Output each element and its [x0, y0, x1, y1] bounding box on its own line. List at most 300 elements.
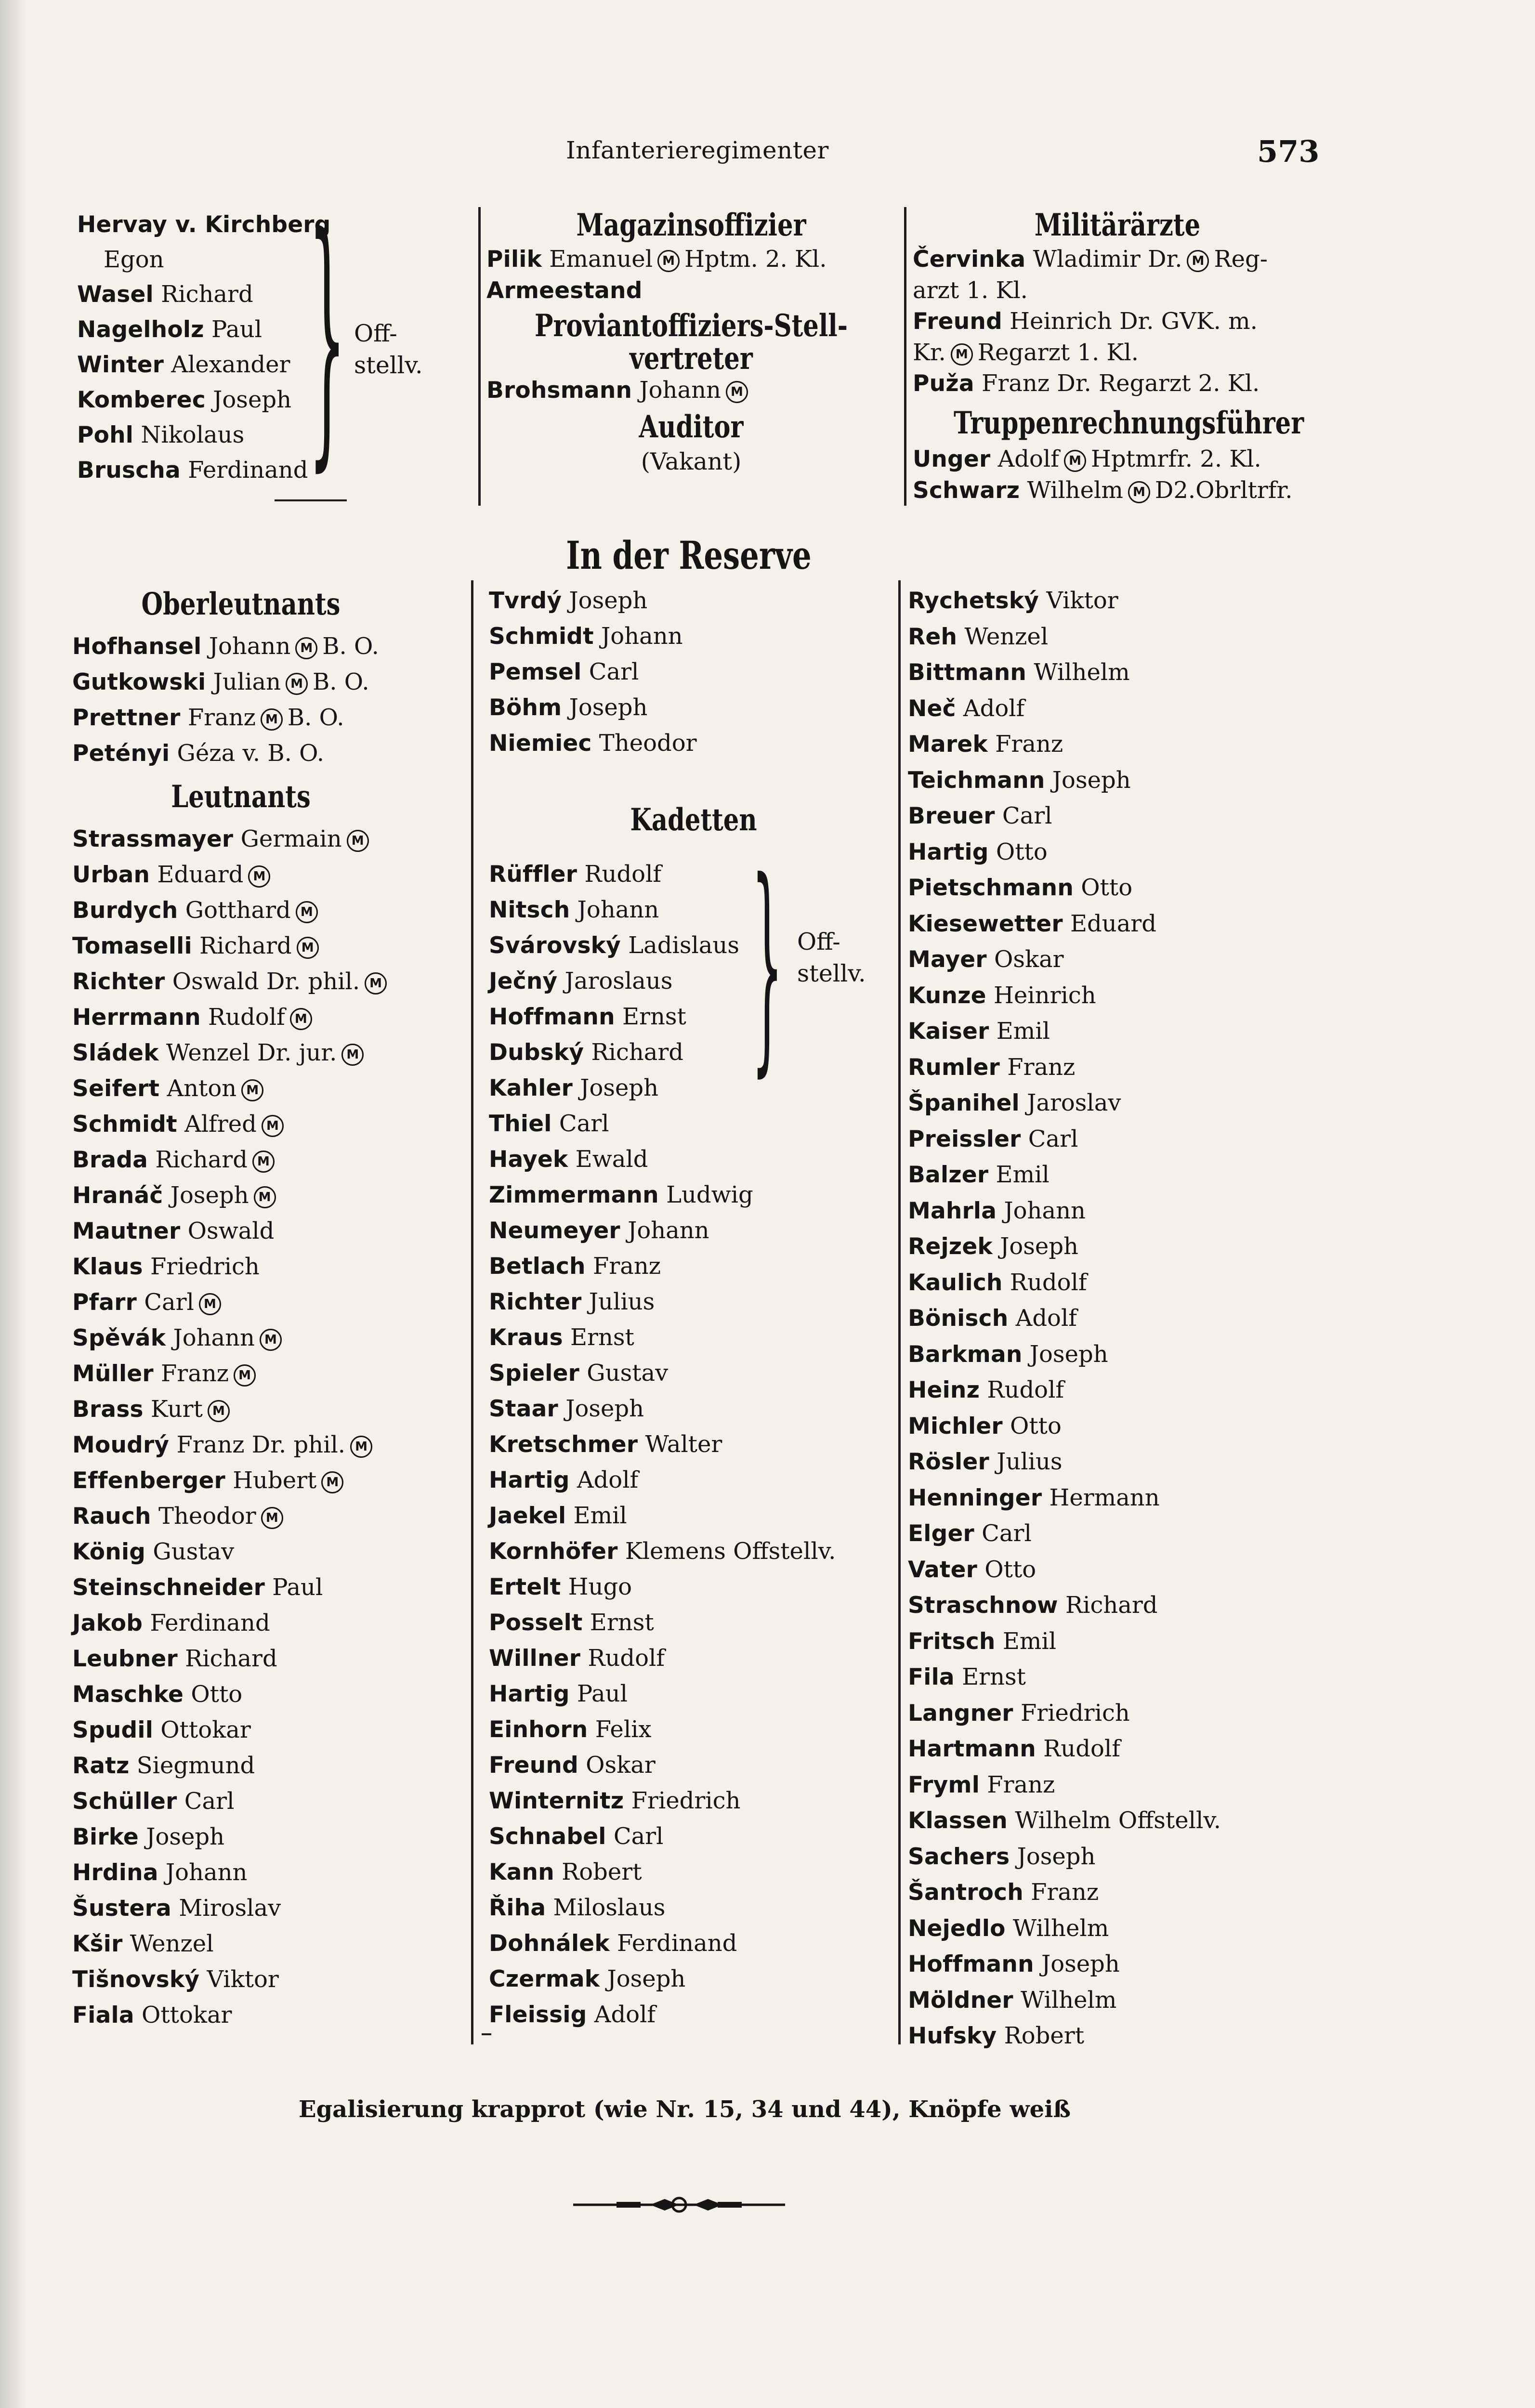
entry-given-name: Gustav	[579, 1360, 669, 1387]
roster-entry	[489, 1854, 898, 1890]
circled-m-icon: M	[296, 901, 318, 923]
entry-given-name: Adolf	[569, 1466, 639, 1493]
roster-entry	[908, 978, 1332, 1014]
roster-entry	[489, 1997, 898, 2032]
roster-entry	[77, 242, 328, 277]
roster-entry	[72, 1427, 472, 1463]
entry-surname: Staar	[489, 1396, 558, 1422]
entry-given-name: Joseph	[1034, 1950, 1120, 1977]
entry-surname: Dubský	[489, 1039, 584, 1066]
roster-entry	[489, 856, 898, 892]
roster-entry	[908, 619, 1332, 655]
circled-m-icon: M	[321, 1471, 343, 1493]
roster-entry	[489, 1106, 898, 1141]
entry-surname: Marek	[908, 731, 988, 758]
circled-m-icon: M	[254, 1186, 276, 1208]
roster-entry	[489, 1070, 898, 1106]
entry-surname: Hartig	[908, 838, 989, 865]
reserve-top-list	[489, 583, 898, 761]
roster-entry	[908, 906, 1332, 942]
entry-given-name: Viktor	[199, 1966, 279, 1993]
entry-given-name: Ferdinand	[609, 1930, 737, 1957]
entry-given-name: Rudolf	[200, 1004, 285, 1031]
entry-surname: Hoffmann	[489, 1004, 615, 1030]
roster-entry	[72, 1213, 472, 1249]
entry-surname: Preissler	[908, 1125, 1021, 1152]
roster-entry	[489, 654, 898, 690]
entry-given-name: Paul	[569, 1680, 628, 1707]
entry-surname: Herrmann	[72, 1004, 201, 1031]
entry-rank-note: B. O.	[322, 633, 379, 660]
roster-entry	[77, 418, 328, 453]
short-separator	[275, 499, 347, 501]
circled-m-icon: M	[295, 637, 317, 659]
roster-entry	[72, 1534, 472, 1570]
entry-given-name: Miloslaus	[546, 1894, 666, 1921]
entry-surname: König	[72, 1539, 146, 1565]
roster-entry	[489, 1034, 898, 1070]
roster-entry	[908, 1911, 1332, 1947]
entry-surname: Mayer	[908, 946, 987, 973]
entry-given-name: Carl	[995, 802, 1052, 829]
roster-entry	[77, 277, 328, 312]
entry-surname: Rumler	[908, 1054, 1000, 1081]
entry-surname: Willner	[489, 1645, 581, 1672]
roster-entry	[913, 337, 1322, 368]
entry-surname: Jaekel	[489, 1503, 566, 1529]
roster-entry	[908, 1623, 1332, 1660]
entry-given-name: Joseph	[1045, 766, 1131, 794]
roster-entry	[72, 1142, 472, 1178]
entry-given-name: Ernst	[954, 1663, 1026, 1690]
entry-surname: Gutkowski	[72, 669, 206, 695]
entry-surname: Bittmann	[908, 659, 1027, 686]
entry-given-name: Oswald	[180, 1217, 275, 1244]
roster-entry	[908, 1300, 1332, 1336]
entry-given-name: Rudolf	[577, 861, 662, 888]
roster-entry	[489, 1925, 898, 1961]
circled-m-icon: M	[657, 250, 680, 272]
entry-surname: Pemsel	[489, 659, 582, 685]
roster-entry	[77, 347, 328, 382]
entry-given-name: Wilhelm	[1005, 1914, 1109, 1942]
roster-entry	[72, 700, 472, 735]
entry-given-name: Klemens Offstellv.	[617, 1538, 836, 1565]
entry-surname: Puža	[913, 370, 974, 397]
roster-entry	[72, 1249, 472, 1284]
entry-given-name: Ottokar	[134, 2002, 232, 2028]
entry-given-name: Otto	[977, 1556, 1036, 1583]
roster-entry	[489, 1391, 898, 1426]
entry-surname: Tvrdý	[489, 588, 562, 614]
right-column	[908, 583, 1332, 2054]
roster-entry	[72, 1926, 472, 1962]
entry-given-name: Adolf	[587, 2001, 656, 2028]
entry-given-name: Emil	[995, 1627, 1057, 1655]
entry-surname: Rejzek	[908, 1233, 993, 1260]
entry-surname: Reh	[908, 623, 958, 650]
oberleutnants-list	[72, 628, 472, 771]
entry-given-name: Egon	[104, 246, 164, 273]
circled-m-icon: M	[248, 865, 270, 888]
column-rule-2	[898, 580, 901, 2044]
roster-entry	[908, 1839, 1332, 1875]
circled-m-icon: M	[208, 1400, 230, 1422]
entry-given-name: Nikolaus	[133, 421, 245, 448]
entry-surname: Rychetský	[908, 588, 1039, 614]
corner-mark	[482, 2033, 491, 2035]
entry-given-name: Carl	[974, 1520, 1032, 1547]
magazin-lines	[486, 244, 896, 306]
entry-given-name: Johann	[166, 1324, 255, 1351]
roster-entry	[72, 1391, 472, 1427]
entry-given-name: Ludwig	[658, 1181, 753, 1208]
roster-entry	[489, 1355, 898, 1391]
entry-given-name: Eduard	[1063, 910, 1156, 937]
top-right-block	[913, 207, 1322, 506]
circled-m-icon: M	[286, 673, 308, 695]
entry-surname: Petényi	[72, 740, 170, 767]
entry-given-name: Miroslav	[171, 1895, 281, 1922]
entry-given-name: Robert	[554, 1858, 642, 1885]
roster-entry	[489, 892, 898, 928]
entry-surname: Hofhansel	[72, 633, 202, 660]
top-middle-block	[486, 207, 896, 477]
roster-entry	[908, 1695, 1332, 1731]
roster-entry	[489, 1640, 898, 1676]
entry-given-name: Germain	[233, 825, 342, 852]
entry-given-name: Theodor	[151, 1503, 256, 1530]
roster-entry	[489, 1747, 898, 1783]
roster-entry	[908, 1552, 1332, 1588]
entry-surname: Steinschneider	[72, 1574, 265, 1601]
entry-surname: Ertelt	[489, 1574, 561, 1600]
circled-m-icon: M	[347, 830, 369, 852]
entry-surname: Möldner	[908, 1987, 1013, 2014]
entry-surname: Fleissig	[489, 2002, 587, 2028]
circled-m-icon: M	[297, 937, 319, 959]
roster-entry	[908, 691, 1332, 727]
entry-rank-note: Regarzt 1. Kl.	[977, 339, 1139, 366]
entry-surname: Teichmann	[908, 767, 1045, 794]
roster-entry	[72, 1819, 472, 1855]
entry-given-name: Julian	[206, 668, 281, 695]
roster-entry	[77, 312, 328, 347]
kadetten-heading: Kadetten	[630, 802, 757, 838]
entry-given-name: Ottokar	[153, 1716, 251, 1743]
entry-given-name: Joseph	[205, 386, 291, 413]
roster-entry	[908, 834, 1332, 870]
entry-given-name: Adolf	[1008, 1305, 1077, 1332]
roster-entry	[72, 1356, 472, 1391]
left-column	[72, 580, 472, 2033]
entry-rank-note: B. O.	[313, 668, 369, 695]
roster-entry	[72, 892, 472, 928]
entry-given-name: Joseph	[1022, 1340, 1108, 1368]
entry-surname: Spudil	[72, 1717, 154, 1743]
entry-surname: Kšir	[72, 1931, 123, 1957]
roster-entry	[77, 207, 331, 242]
right-column-list	[908, 583, 1332, 2054]
entry-surname: Schüller	[72, 1788, 177, 1815]
entry-rank-note: Hptmrfr. 2. Kl.	[1091, 445, 1261, 472]
circled-m-icon: M	[1187, 250, 1209, 272]
entry-surname: Hoffmann	[908, 1951, 1034, 1977]
roster-entry	[908, 1874, 1332, 1911]
entry-given-name: Joseph	[992, 1233, 1078, 1260]
roster-entry	[77, 453, 328, 488]
roster-entry	[489, 1320, 898, 1355]
circled-m-icon: M	[365, 972, 387, 995]
entry-given-name: Joseph	[138, 1823, 225, 1850]
entry-surname: Ratz	[72, 1753, 130, 1779]
roster-entry	[913, 306, 1322, 337]
circled-m-icon: M	[260, 1329, 282, 1351]
roster-entry	[489, 1498, 898, 1533]
reserve-heading: In der Reserve	[566, 533, 812, 578]
entry-surname: Španihel	[908, 1090, 1020, 1116]
entry-surname: Hranáč	[72, 1182, 163, 1209]
entry-given-name: Alexander	[164, 351, 290, 378]
entry-given-name: Richard	[153, 281, 253, 308]
circled-m-icon: M	[1064, 450, 1086, 472]
entry-surname: Brass	[72, 1396, 144, 1423]
entry-surname: Pohl	[77, 422, 134, 448]
entry-given-name: Franz	[153, 1360, 229, 1387]
entry-given-name: Joseph	[1010, 1843, 1096, 1870]
entry-rank-note: B. O.	[287, 704, 344, 731]
circled-m-icon: M	[252, 1151, 275, 1173]
roster-entry	[908, 798, 1332, 834]
entry-surname: Winternitz	[489, 1788, 624, 1814]
entry-given-name: Wilhelm	[1013, 1986, 1117, 2014]
entry-surname: Kretschmer	[489, 1431, 638, 1458]
magazin-heading: Magazinsoffizier	[576, 207, 806, 243]
entry-surname: Nejedlo	[908, 1915, 1006, 1942]
entry-surname: Fila	[908, 1664, 955, 1690]
roster-entry	[489, 690, 898, 725]
roster-entry	[908, 2018, 1332, 2054]
entry-surname: Svárovský	[489, 932, 621, 959]
roster-entry	[72, 821, 472, 857]
roster-entry	[72, 1676, 472, 1712]
roster-entry	[908, 1336, 1332, 1373]
entry-surname: Pietschmann	[908, 875, 1074, 901]
roster-entry	[489, 1783, 898, 1819]
entry-given-name: Ladislaus	[620, 932, 739, 959]
entry-given-name: Franz Dr. phil.	[169, 1431, 346, 1458]
entry-surname: Spěvák	[72, 1325, 166, 1351]
proviant-heading-line-1: Proviantoffiziers-Stell-	[535, 308, 848, 344]
entry-given-name: Franz	[1023, 1879, 1099, 1906]
entry-surname: Kornhöfer	[489, 1538, 618, 1565]
entry-given-name: Gustav	[145, 1538, 235, 1565]
roster-entry	[908, 1265, 1332, 1301]
roster-entry	[489, 618, 898, 654]
entry-given-name: Wenzel	[122, 1930, 214, 1957]
kadetten-brace-note-line-1: Off-	[797, 928, 840, 955]
entry-surname: Tišnovský	[72, 1966, 200, 1993]
circled-m-icon: M	[241, 1079, 263, 1101]
roster-entry	[72, 1605, 472, 1641]
entry-given-name: Alfred	[177, 1111, 257, 1138]
entry-given-name: Joseph	[163, 1182, 249, 1209]
entry-given-name: Ernst	[563, 1324, 634, 1351]
roster-entry	[489, 1819, 898, 1854]
entry-surname: Richter	[72, 968, 165, 995]
entry-given-name: Wenzel	[957, 623, 1049, 650]
entry-given-name: Kr.	[913, 339, 946, 366]
entry-surname: Mautner	[72, 1218, 181, 1244]
entry-surname: Brada	[72, 1147, 148, 1173]
truppen-heading: Truppenrechnungsführer	[954, 405, 1304, 441]
roster-entry	[908, 1121, 1332, 1157]
entry-surname: Mahrla	[908, 1197, 997, 1224]
roster-entry	[908, 1049, 1332, 1086]
entry-surname: Kiesewetter	[908, 910, 1063, 937]
entry-given-name: Johann	[632, 377, 721, 404]
entry-surname: Leubner	[72, 1646, 178, 1672]
entry-surname: Dohnálek	[489, 1930, 610, 1957]
entry-surname: Elger	[908, 1520, 974, 1547]
entry-surname: Thiel	[489, 1111, 552, 1137]
entry-surname: Kunze	[908, 982, 986, 1009]
entry-surname: Richter	[489, 1289, 582, 1315]
entry-surname: Langner	[908, 1700, 1013, 1727]
entry-surname: Wasel	[77, 281, 154, 308]
roster-entry	[489, 1177, 898, 1213]
roster-entry	[489, 999, 898, 1034]
entry-given-name: Rudolf	[1036, 1735, 1120, 1762]
roster-entry	[908, 1516, 1332, 1552]
entry-given-name: Emil	[566, 1502, 627, 1529]
entry-surname: Moudrý	[72, 1432, 170, 1458]
entry-given-name: Friedrich	[624, 1787, 741, 1814]
brace-note-line-2: stellv.	[354, 352, 423, 379]
kadetten-brace-note-line-2: stellv.	[797, 960, 866, 987]
entry-surname: Šustera	[72, 1895, 171, 1922]
roster-entry	[72, 1748, 472, 1783]
entry-given-name: Adolf	[990, 445, 1059, 472]
entry-surname: Straschnow	[908, 1592, 1058, 1619]
entry-surname: Armeestand	[486, 277, 643, 304]
page-edge-shadow	[0, 0, 26, 2408]
entry-given-name: Eduard	[150, 861, 244, 888]
egalisierung-footer: Egalisierung krapprot (wie Nr. 15, 34 und 44), Knöpfe weiß	[299, 2096, 1071, 2123]
entry-surname: Kraus	[489, 1324, 563, 1351]
roster-entry	[72, 1962, 472, 1997]
entry-given-name: Joseph	[562, 694, 648, 721]
ornament-divider	[573, 2196, 785, 2213]
entry-surname: Neč	[908, 695, 956, 722]
entry-surname: Klassen	[908, 1807, 1008, 1834]
entry-surname: Neumeyer	[489, 1217, 620, 1244]
entry-surname: Kaulich	[908, 1269, 1003, 1296]
entry-surname: Tomaselli	[72, 933, 192, 959]
leutnants-list	[72, 821, 472, 2033]
roster-entry	[72, 1463, 472, 1498]
entry-given-name: Otto	[1074, 874, 1133, 901]
entry-given-name: Otto	[988, 838, 1048, 865]
entry-given-name: Franz	[585, 1253, 661, 1280]
circled-m-icon: M	[199, 1293, 221, 1315]
circled-m-icon: M	[726, 381, 748, 403]
entry-rank-note: Hptm. 2. Kl.	[684, 246, 827, 273]
entry-surname: Hartig	[489, 1681, 570, 1707]
entry-given-name: Franz	[1000, 1053, 1076, 1081]
entry-given-name: Franz Dr. Regarzt 2. Kl.	[974, 370, 1260, 397]
entry-surname: Brohsmann	[486, 377, 632, 404]
entry-surname: Heinz	[908, 1377, 980, 1403]
entry-given-name: Rudolf	[1002, 1269, 1087, 1296]
roster-entry	[913, 275, 1322, 306]
roster-entry	[489, 725, 898, 761]
entry-given-name: Johann	[997, 1197, 1086, 1224]
entry-given-name: Siegmund	[129, 1752, 255, 1779]
entry-surname: Birke	[72, 1824, 139, 1850]
roster-entry	[913, 244, 1322, 275]
top-column-rule-1	[478, 207, 481, 506]
roster-entry	[72, 735, 472, 771]
roster-entry	[489, 1533, 898, 1569]
entry-given-name: Felix	[588, 1716, 652, 1743]
entry-surname: Pilik	[486, 246, 542, 273]
entry-surname: Einhorn	[489, 1716, 588, 1743]
circled-m-icon: M	[262, 1115, 284, 1137]
entry-given-name: Carl	[606, 1823, 664, 1850]
roster-entry	[72, 857, 472, 892]
roster-entry	[72, 1712, 472, 1748]
entry-surname: Kaiser	[908, 1018, 989, 1045]
entry-rank-note: D2.Obrltrfr.	[1155, 477, 1293, 504]
entry-rank-note: Reg-	[1214, 246, 1268, 273]
entry-given-name: Julius	[989, 1448, 1063, 1475]
entry-given-name: Anton	[159, 1075, 237, 1102]
entry-given-name: Ewald	[568, 1146, 648, 1173]
entry-surname: Klaus	[72, 1254, 143, 1280]
auditor-note: (Vakant)	[641, 448, 742, 475]
entry-surname: Nitsch	[489, 897, 570, 923]
roster-entry	[908, 762, 1332, 798]
top-left-brace-note	[354, 318, 423, 381]
kadetten-brace-note	[797, 926, 866, 990]
circled-m-icon: M	[1128, 481, 1150, 503]
entry-surname: Unger	[913, 446, 991, 472]
roster-entry	[77, 382, 328, 418]
roster-entry	[72, 964, 472, 999]
roster-entry	[489, 1141, 898, 1177]
roster-entry	[908, 1803, 1332, 1839]
entry-surname: Betlach	[489, 1253, 586, 1280]
entry-given-name: Ernst	[582, 1609, 654, 1636]
entry-given-name: Oskar	[578, 1752, 656, 1779]
entry-given-name: Carl	[1021, 1125, 1078, 1152]
entry-given-name: Paul	[265, 1574, 323, 1601]
entry-given-name: Johann	[201, 633, 291, 660]
roster-entry	[489, 1426, 898, 1462]
entry-surname: Schnabel	[489, 1823, 606, 1850]
roster-entry	[913, 368, 1322, 399]
roster-entry	[489, 1284, 898, 1320]
circled-m-icon: M	[350, 1436, 372, 1458]
middle-column	[489, 583, 898, 2032]
entry-given-name: Carl	[136, 1289, 194, 1316]
roster-entry	[908, 1731, 1332, 1767]
roster-entry	[72, 1641, 472, 1676]
proviant-heading-line-2: vertreter	[630, 340, 753, 377]
roster-entry	[908, 1587, 1332, 1623]
entry-given-name: Friedrich	[143, 1253, 260, 1280]
